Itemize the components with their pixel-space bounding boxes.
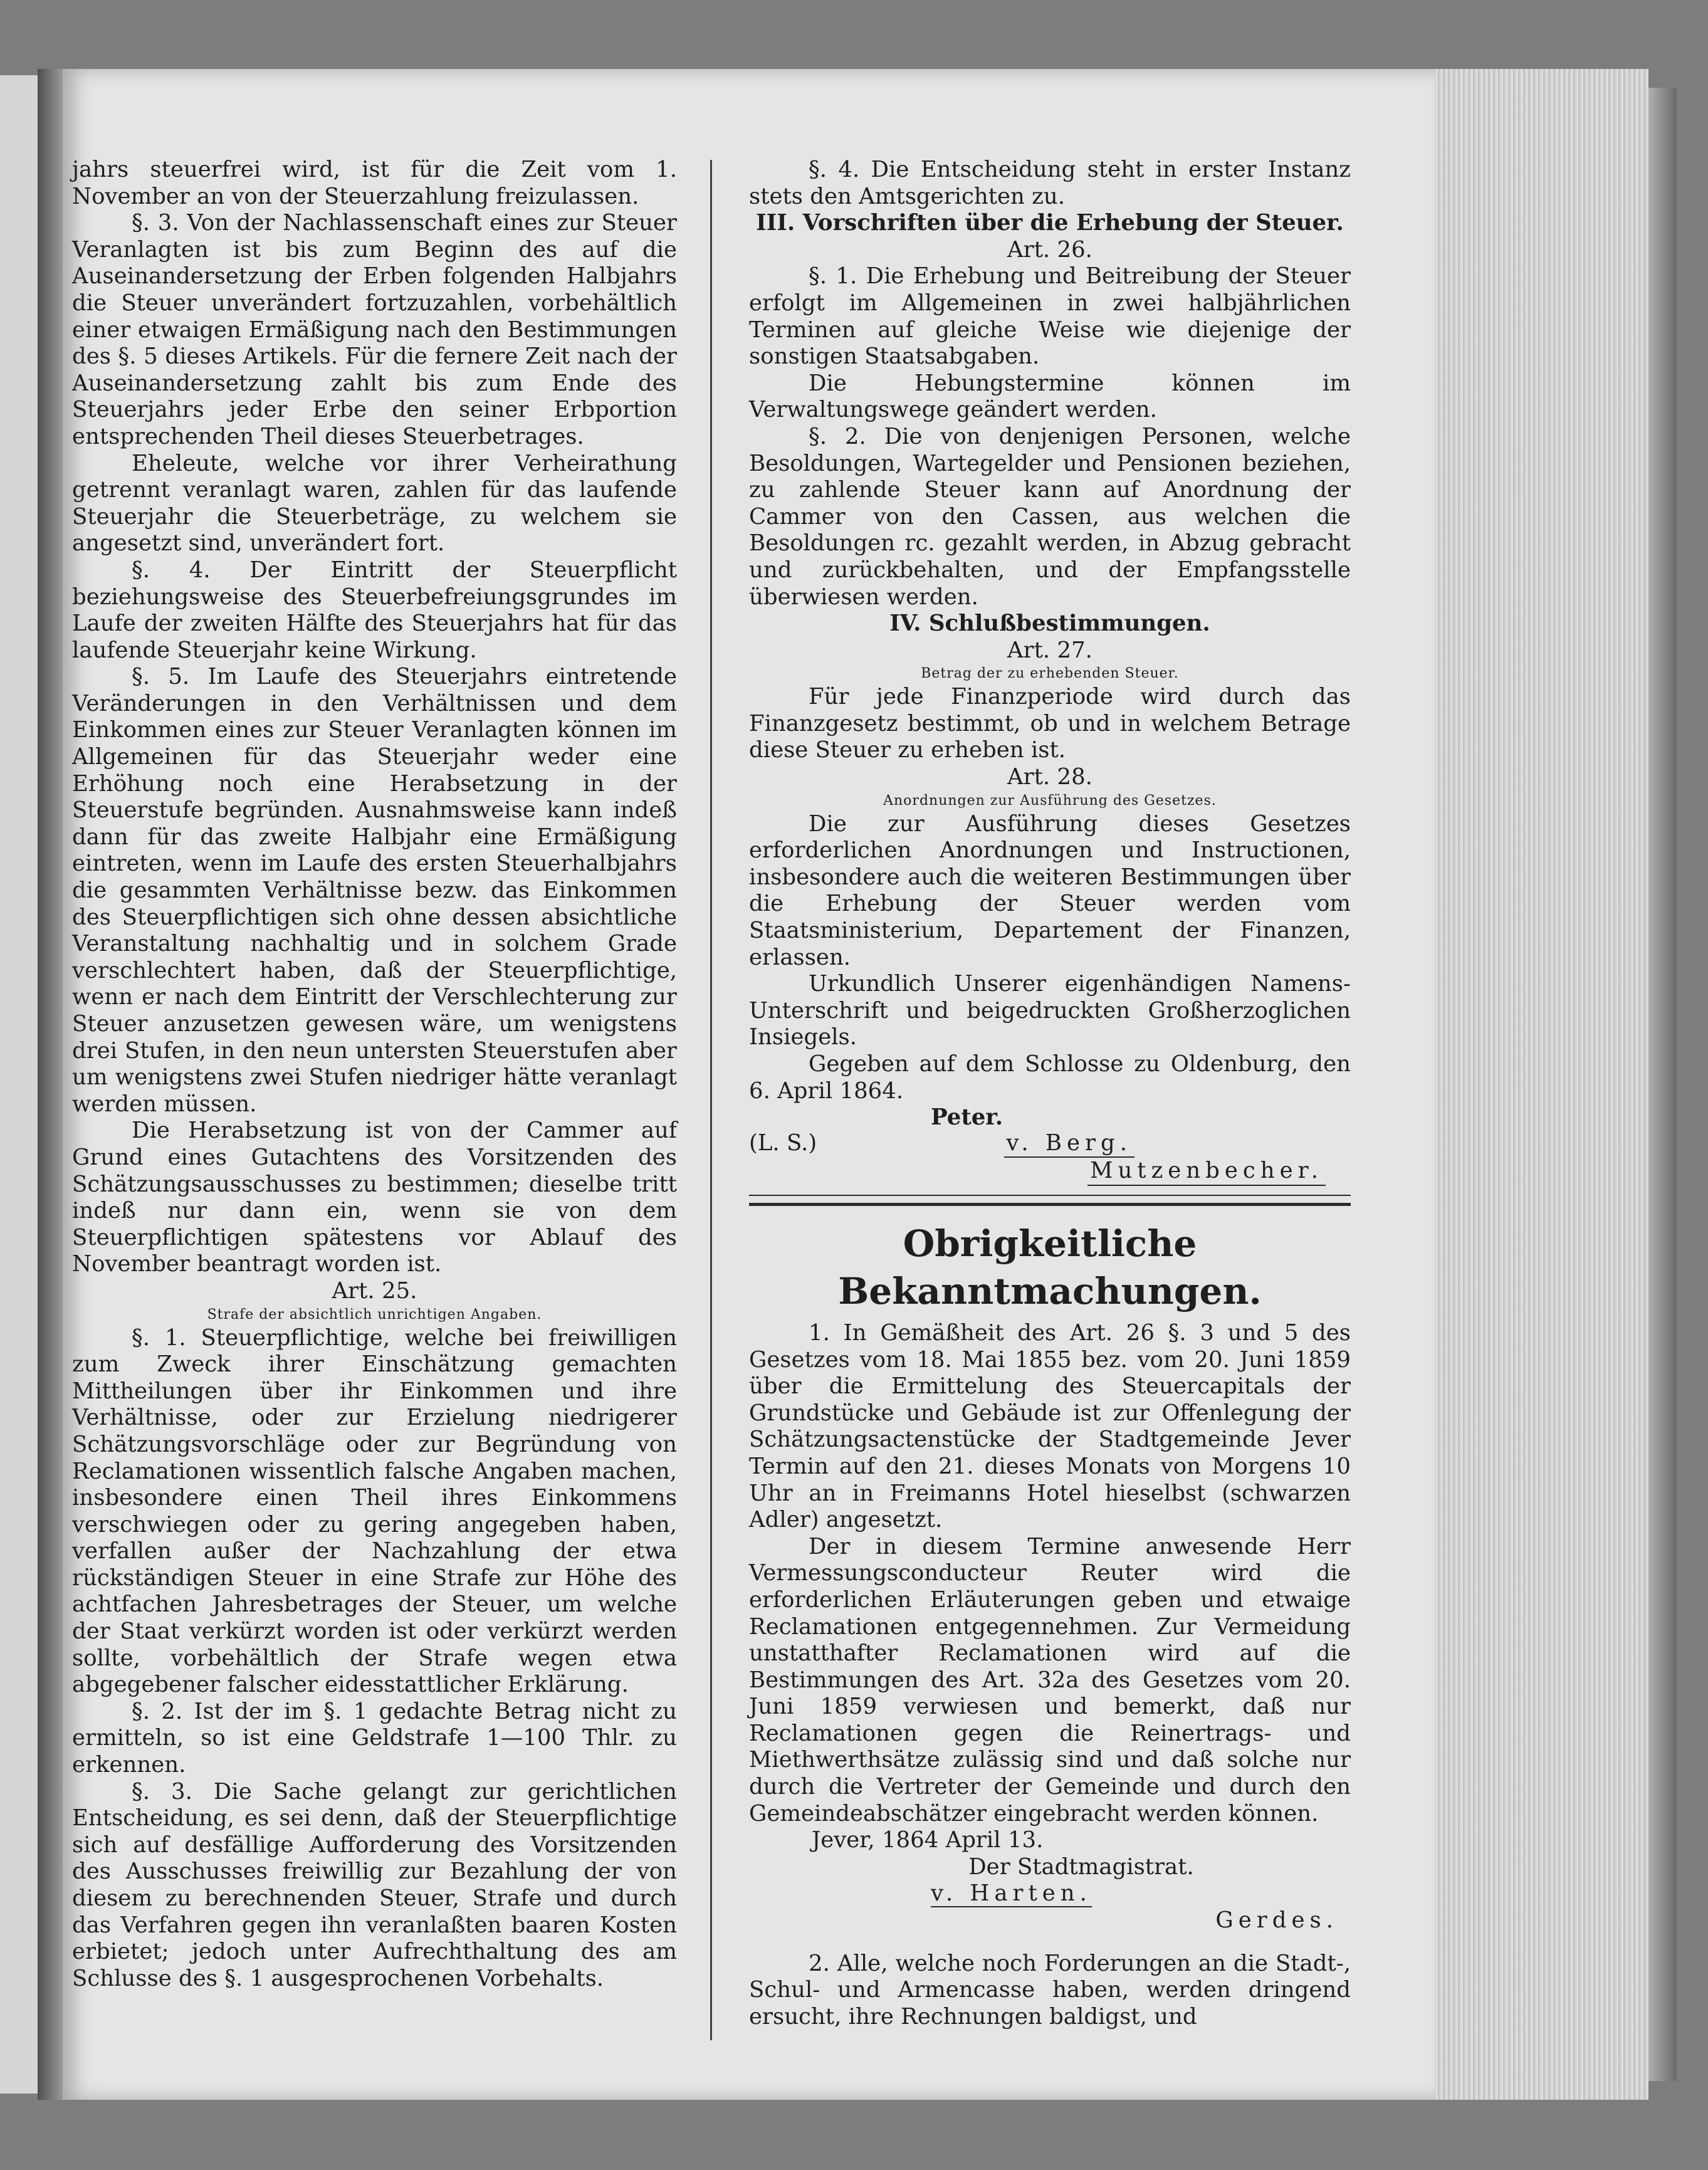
right-paragraph: Die zur Ausführung dieses Gesetzes erforderlichen Anordnungen und Instructionen, insbesondere auch die weiteren Bestimmungen über die Erhebung der Steuer werden vom Staatsministerium, Departement der Finanzen, erlassen. (749, 810, 1351, 970)
right-paragraph: §. 1. Die Erhebung und Beitreibung der Steuer erfolgt im Allgemeinen in zwei halbjährlichen Terminen auf gleiche Weise wie diejenige der sonstigen Staatsabgaben. (749, 263, 1351, 370)
right-paragraph: §. 2. Die von denjenigen Personen, welche Besoldungen, Wartegelder und Pensionen beziehen, zu zahlende Steuer kann auf Anordnung der Cammer von den Cassen, aus welchen die Besoldungen rc. gezahlt werden, in Abzug gebracht und zurückbehalten, und der Empfangsstelle überwiesen werden. (749, 423, 1351, 610)
signature-peter: Peter. (931, 1104, 1003, 1131)
announcements-title: Obrigkeitliche Bekanntmachungen. (838, 1222, 1262, 1313)
right-section-heading: III. Vorschriften über die Erhebung der Steuer. (756, 210, 1344, 236)
column-divider (710, 160, 712, 2040)
seal-mark: (L. S.) (749, 1130, 817, 1156)
left-column (72, 157, 677, 1992)
right-paragraph: Urkundlich Unserer eigenhändigen Namens-Unterschrift und beigedruckten Großherzoglichen Insiegels. (749, 971, 1351, 1051)
left-paragraph: §. 2. Ist der im §. 1 gedachte Betrag nicht zu ermitteln, so ist eine Geldstrafe 1—100 Thlr. zu erkennen. (72, 1698, 677, 1778)
announcement-1-continued: Der in diesem Termine anwesende Herr Vermessungsconducteur Reuter wird die erforderlichen Erläuterungen geben und etwaige Reclamationen entgegennehmen. Zur Vermeidung unstatthafter Reclamationen wird auf die Bestimmungen des Art. 32a des Gesetzes vom 20. Juni 1859 verwiesen und bemerkt, daß nur Reclamationen gegen die Reinertrags- und Miethwerthsätze zulässig sind und daß solche nur durch die Vertreter der Gemeinde und durch den Gemeindeabschätzer eingebracht werden können. (749, 1533, 1351, 1827)
book-spine-shadow (1648, 88, 1677, 2081)
announcement-date: Jever, 1864 April 13. (812, 1827, 1044, 1853)
right-article-heading: Art. 26. (1007, 236, 1092, 263)
signature-mutzenbecher: Mutzenbecher. (1087, 1158, 1326, 1186)
book-gutter (38, 69, 63, 2100)
right-article-heading: Art. 28. (1007, 764, 1092, 790)
left-article-heading: Art. 25. (332, 1277, 417, 1304)
left-article-caption: Strafe der absichtlich unrichtigen Angaben. (207, 1306, 542, 1323)
left-paragraph: §. 1. Steuerpflichtige, welche bei freiwilligen zum Zweck ihrer Einschätzung gemachten Mittheilungen über ihr Einkommen und ihre Verhältnisse, oder zur Erzielung niedrigerer Schätzungsvorschläge oder zur Begründung von Reclamationen wissentlich falsche Angaben machen, insbesondere einen Theil ihres Einkommens verschwiegen oder zu gering angegeben haben, verfallen außer der Nachzahlung der etwa rückständigen Steuer in eine Strafe zur Höhe des achtfachen Jahresbetrages der Steuer, um welche der Staat verkürzt worden ist oder verkürzt werden sollte, vorbehältlich der Strafe wegen etwa abgegebener falscher eidesstattlicher Erklärung. (72, 1324, 677, 1698)
right-paragraph: Für jede Finanzperiode wird durch das Finanzgesetz bestimmt, ob und in welchem Betrage diese Steuer zu erheben ist. (749, 684, 1351, 763)
signature-line-mutzenbecher (749, 1158, 1351, 1186)
right-paragraph: Gegeben auf dem Schlosse zu Oldenburg, den 6. April 1864. (749, 1051, 1351, 1104)
left-paragraph: §. 5. Im Laufe des Steuerjahrs eintretende Veränderungen in den Verhältnissen und dem Einkommen eines zur Steuer Veranlagten können im Allgemeinen für das Steuerjahr weder eine Erhöhung noch eine Herabsetzung in der Steuerstufe begründen. Ausnahmsweise kann indeß dann für das zweite Halbjahr eine Ermäßigung eintreten, wenn im Laufe des ersten Steuerhalbjahrs die gesammten Verhältnisse bezw. das Einkommen des Steuerpflichtigen sich ohne dessen absichtliche Veranstaltung nachhaltig und in solchem Grade verschlechtert haben, daß der Steuerpflichtige, wenn er nach dem Eintritt der Verschlechterung zur Steuer anzusetzen gewesen wäre, um wenigstens drei Stufen, in den neun untersten Steuerstufen aber um wenigstens zwei Stufen niedriger hätte veranlagt werden müssen. (72, 664, 677, 1117)
left-paragraph: Eheleute, welche vor ihrer Verheirathung getrennt veranlagt waren, zahlen für das laufende Steuerjahr die Steuerbeträge, zu welchem sie angesetzt sind, unverändert fort. (72, 450, 677, 557)
right-paragraph: Die Hebungstermine können im Verwaltungswege geändert werden. (749, 370, 1351, 423)
signature-line-berg (749, 1130, 1351, 1158)
right-section-heading: IV. Schlußbestimmungen. (889, 611, 1210, 637)
left-paragraph: §. 3. Von der Nachlassenschaft eines zur Steuer Veranlagten ist bis zum Beginn des auf die Auseinandersetzung der Erben folgenden Halbjahrs die Steuer unverändert fortzuzahlen, vorbehältlich einer etwaigen Ermäßigung nach den Bestimmungen des §. 5 dieses Artikels. Für die fernere Zeit nach der Auseinandersetzung zahlt bis zum Ende des Steuerjahrs jeder Erbe den seiner Erbportion entsprechenden Theil dieses Steuerbetrages. (72, 210, 677, 449)
announcement-signature-gerdes: Gerdes. (1215, 1907, 1338, 1934)
previous-page-edge (0, 75, 38, 2094)
right-column (749, 157, 1351, 2030)
section-divider-rule (749, 1195, 1351, 1206)
announcement-1: 1. In Gemäßheit des Art. 26 §. 3 und 5 des Gesetzes vom 18. Mai 1855 bez. vom 20. Juni 1859 über die Ermittelung des Steuercapitals der Grundstücke und Gebäude ist zur Offenlegung der Schätzungsactenstücke der Stadtgemeinde Jever Termin auf den 21. dieses Monats von Morgens 10 Uhr an in Freimanns Hotel hieselbst (schwarzen Adler) angesetzt. (749, 1319, 1351, 1533)
left-paragraph: §. 3. Die Sache gelangt zur gerichtlichen Entscheidung, es sei denn, daß der Steuerpflichtige sich auf desfällige Aufforderung des Vorsitzenden des Ausschusses freiwillig zur Bezahlung der von diesem zu berechnenden Steuer, Strafe und durch das Verfahren gegen ihn veranlaßten baaren Kosten erbietet; jedoch unter Aufrechthaltung des am Schlusse des §. 1 ausgesprochenen Vorbehalts. (72, 1778, 677, 1991)
left-paragraph: §. 4. Der Eintritt der Steuerpflicht beziehungsweise des Steuerbefreiungsgrundes im Laufe der zweiten Hälfte des Steuerjahrs hat für das laufende Steuerjahr keine Wirkung. (72, 557, 677, 663)
announcement-signature-harten: v. Harten. (931, 1880, 1092, 1907)
left-paragraph: Die Herabsetzung ist von der Cammer auf Grund eines Gutachtens des Vorsitzenden des Schätzungsausschusses zu bestimmen; dieselbe tritt indeß nur dann ein, wenn sie von dem Steuerpflichtigen spätestens vor Ablauf des November beantragt worden ist. (72, 1118, 677, 1277)
right-article-caption: Betrag der zu erhebenden Steuer. (921, 666, 1179, 682)
announcement-2: 2. Alle, welche noch Forderungen an die Stadt-, Schul- und Armencasse haben, werden dringend ersucht, ihre Rechnungen baldigst, und (749, 1950, 1351, 2030)
right-article-heading: Art. 27. (1007, 637, 1092, 663)
left-paragraph: jahrs steuerfrei wird, ist für die Zeit vom 1. November an von der Steuerzahlung freizulassen. (72, 157, 677, 209)
page-stack-edges (1435, 69, 1648, 2100)
right-paragraph: §. 4. Die Entscheidung steht in erster Instanz stets den Amtsgerichten zu. (749, 157, 1351, 209)
law-text-continuation (749, 157, 1351, 1104)
announcement-issuer: Der Stadtmagistrat. (968, 1853, 1194, 1880)
signature-berg: v. Berg. (1004, 1130, 1135, 1158)
right-article-caption: Anordnungen zur Ausführung des Gesetzes. (883, 792, 1217, 809)
